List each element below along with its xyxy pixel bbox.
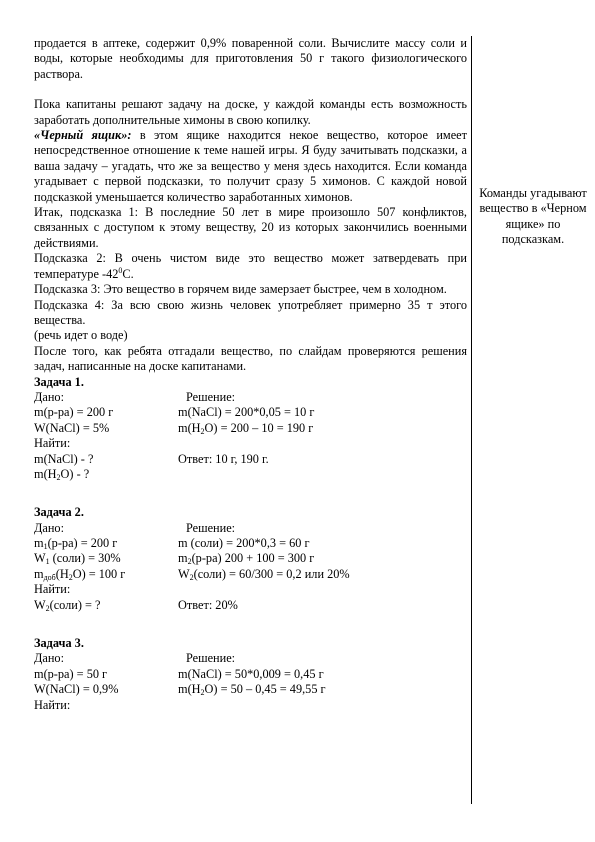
task-3-title: Задача 3. [34, 636, 84, 651]
hint-2 [34, 251, 467, 282]
task-3-row [34, 698, 467, 713]
find-label: Найти: [34, 436, 71, 451]
task-2-row [34, 598, 467, 613]
answer: Ответ: 10 г, 190 г. [178, 451, 269, 466]
find-value: $W_2(соли)$ = ? [34, 597, 101, 613]
task-1-row [34, 436, 467, 451]
given-value: $m_{доб}(H_2O) = 100$ г [34, 566, 126, 582]
task-1-row [34, 390, 467, 405]
given-label: Дано: [34, 520, 64, 535]
given-label: Дано: [34, 389, 64, 404]
task-3-row [34, 651, 467, 666]
find-label: Найти: [34, 582, 71, 597]
after-paragraph: После того, как ребята отгадали вещество, по слайдам проверяются решения задач, написанные на доске капитанами. [34, 343, 467, 374]
hint-1: Итак, подсказка 1: В последние 50 лет в мире произошло 507 конфликтов, связанных с доступом к этому веществу, 20 из которых закончились военными действиями. [34, 205, 467, 250]
task-1-row [34, 467, 467, 482]
solution-label: Решение: [186, 389, 236, 404]
task-2-row [34, 551, 467, 566]
hint-2-text: Подсказка 2: В очень чистом виде это вещество может затвердевать при температуре -42 [34, 251, 467, 281]
task-3-row [34, 682, 467, 697]
main-column [34, 36, 467, 713]
task-2-row [34, 536, 467, 551]
column-divider [471, 36, 472, 804]
side-note: Команды угадывают вещество в «Черном ящике» по подсказкам. [479, 186, 587, 247]
black-box-label: «Черный ящик»: [34, 128, 132, 143]
task-2-row [34, 521, 467, 536]
solution-label: Решение: [186, 520, 236, 535]
solution-step: m(NaCl) = 200*0,05 = 10 г [178, 405, 315, 420]
solution-step: m(NaCl) = 50*0,009 = 0,45 г [178, 666, 324, 681]
given-value: m(р-ра) = 50 г [34, 666, 108, 681]
hint-3: Подсказка 3: Это вещество в горячем виде замерзает быстрее, чем в холодном. [34, 282, 447, 297]
task-1-row [34, 421, 467, 436]
answer-note: (речь идет о воде) [34, 328, 128, 343]
given-value: $m_1(р-ра) = 200$ г [34, 536, 118, 552]
task-3-row [34, 667, 467, 682]
task-2-row [34, 567, 467, 582]
task-2-title: Задача 2. [34, 505, 84, 520]
task-2-row [34, 582, 467, 597]
solution-label: Решение: [186, 651, 236, 666]
solution-step: $m(H_2O) = 200 - 10 = 190$ г [178, 420, 314, 436]
given-label: Дано: [34, 651, 64, 666]
black-box-text: в этом ящике находится некое вещество, которое имеет непосредственное отношение к теме нашей игры. Я буду зачитывать подсказки, а ваша задачу – угадать, что же за вещество у меня здесь находится. Если команда угадывает с первой подсказки, то получит сразу 5 химонов. С каждой новой подсказкой уменьшается количество заработанных химонов. [34, 128, 467, 204]
degree-sup: 0 [118, 265, 123, 275]
given-value: m(р-ра) = 200 г [34, 405, 114, 420]
solution-step: $m_2(р-ра) 200 + 100 = 300$ г [178, 551, 315, 567]
task-1-title: Задача 1. [34, 374, 84, 389]
answer: Ответ: 20% [178, 597, 238, 612]
intro-paragraph: продается в аптеке, содержит 0,9% поваренной соли. Вычислите массу соли и воды, которые необходимы для приготовления 50 г такого физиологического раствора. [34, 36, 467, 81]
task-1-row [34, 452, 467, 467]
given-value: W(NaCl) = 0,9% [34, 682, 119, 697]
hint-4: Подсказка 4: За всю свою жизнь человек употребляет примерно 35 т этого вещества. [34, 297, 467, 327]
find-value: $m(H_2O)$ - ? [34, 466, 90, 482]
solution-step: $m(H_2O) = 50 - 0,45 = 49,55$ г [178, 682, 326, 698]
black-box-paragraph [34, 128, 467, 205]
find-label: Найти: [34, 697, 71, 712]
hint-2-unit: С. [122, 266, 134, 281]
given-value: W(NaCl) = 5% [34, 420, 110, 435]
solution-step: $W_2(соли) = 60/300 = 0,2$ или 20% [178, 566, 350, 582]
given-value: $W_1$ (соли) = 30% [34, 551, 121, 567]
find-value: m(NaCl) - ? [34, 451, 94, 466]
solution-step: m (соли) = 200*0,3 = 60 г [178, 536, 310, 551]
task-1-row [34, 405, 467, 420]
captains-paragraph: Пока капитаны решают задачу на доске, у каждой команды есть возможность заработать дополнительные химоны в свою копилку. [34, 97, 467, 127]
